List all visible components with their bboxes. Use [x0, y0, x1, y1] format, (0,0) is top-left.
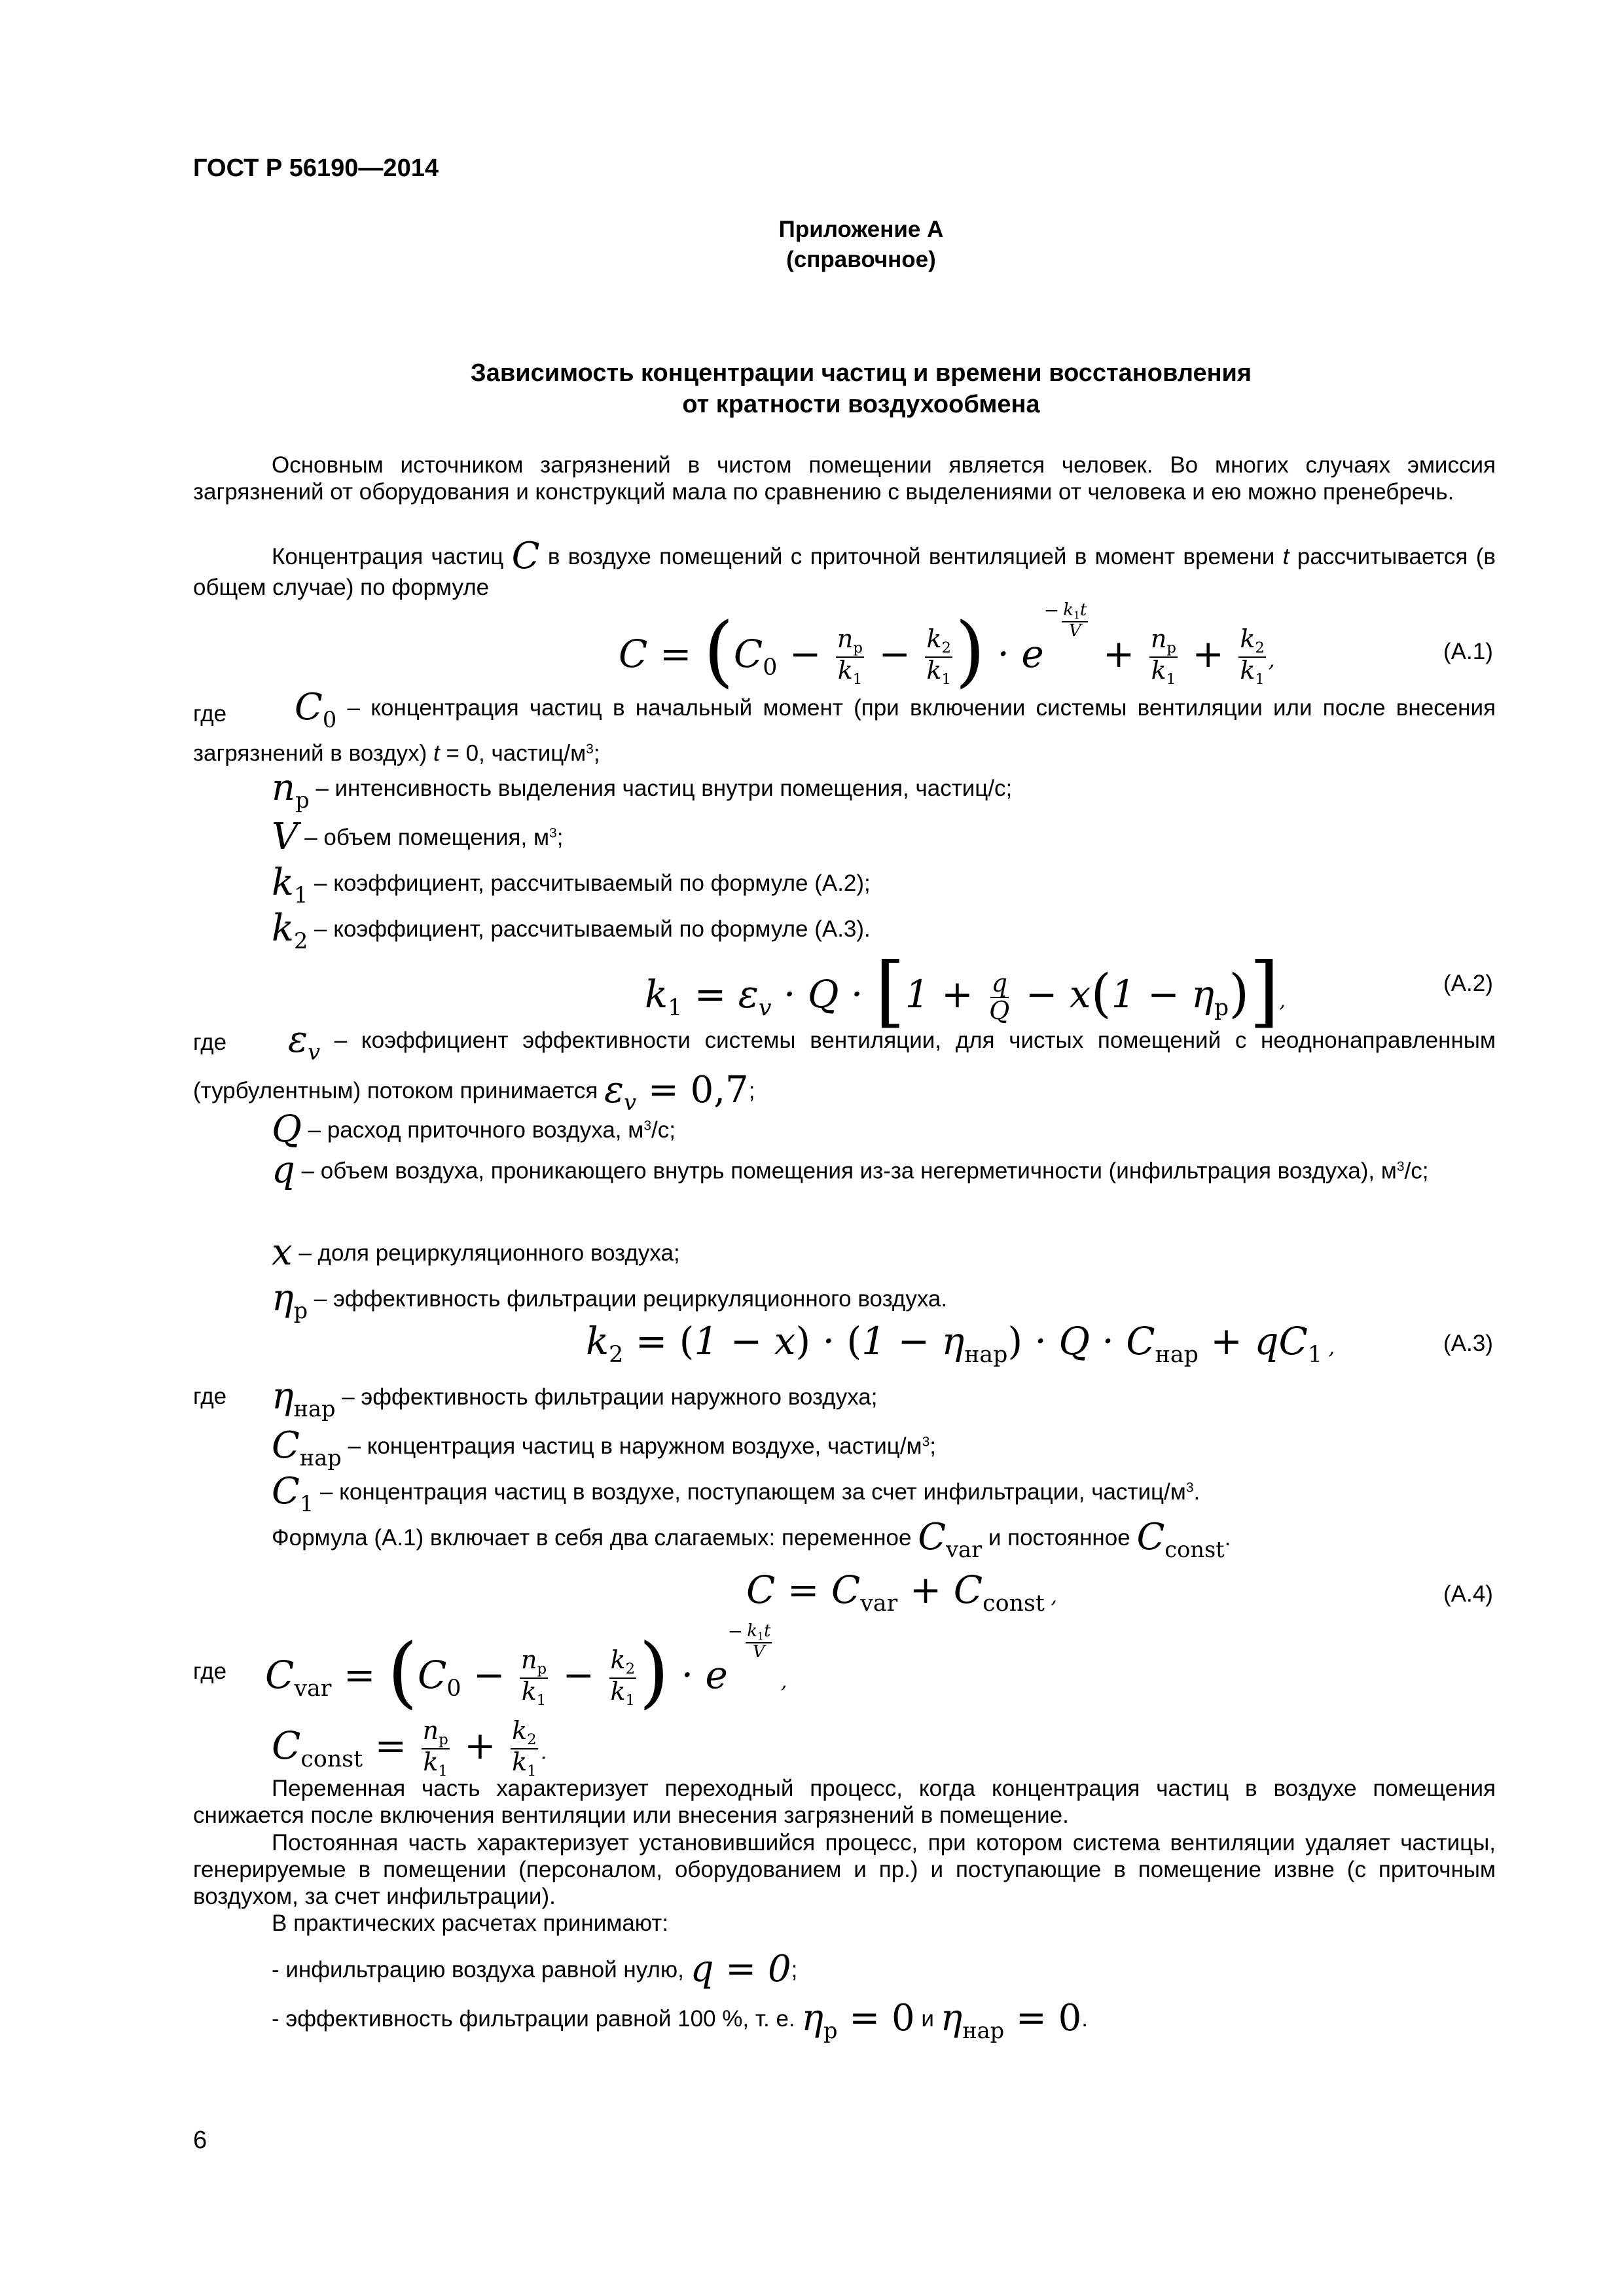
appendix-heading-line1: Зависимость концентрации частиц и времени восстановления — [470, 359, 1252, 387]
appendix-kind: (справочное) — [786, 247, 936, 272]
intro-paragraph: Основным источником загрязнений в чистом помещении является человек. Во многих случаях эмиссия загрязнений от оборудования и конструкций мала по сравнению с выделениями от человека и ею можно пренебречь. — [193, 452, 1496, 505]
appendix-heading-line2: от кратности воздухообмена — [682, 391, 1040, 418]
def-q: q – объем воздуха, проникающего внутрь помещения из-за негерметичности (инфильтрация воздуха), $м^3/с$; — [272, 1149, 1429, 1192]
symbol-ev: $\varepsilon_v$ — [288, 1018, 321, 1065]
formula-a3: $k_2 = (1 - x) \cdot (1 - \eta_{нар}) \cdot Q \cdot C_{нар} + qC_1$ , — [586, 1319, 1335, 1369]
def-c-nar: $C_{нар}$ – концентрация частиц в наружном воздухе, частиц/$м^3$; — [272, 1424, 937, 1471]
symbol-k2: $k_2$ — [272, 907, 308, 954]
where-label-4: где — [193, 1659, 227, 1684]
variable-part-paragraph: Переменная часть характеризует переходный процесс, когда концентрация частиц в воздухе помещения снижается после включения вентиляции или внесения загрязнений в помещение. — [193, 1776, 1496, 1828]
equation-number-a2: (А.2) — [1443, 971, 1493, 996]
symbol-eta-nar: $\eta_{нар}$ — [272, 1375, 336, 1422]
formula-a4: $C = C_{var} + C_{const}$ , — [746, 1568, 1057, 1617]
symbol-c-nar: $C_{нар}$ — [272, 1424, 342, 1471]
equation-number-a4: (А.4) — [1443, 1581, 1493, 1607]
def-c1: $C_1$ – концентрация частиц в воздухе, поступающем за счет инфильтрации, частиц/$м^3$. — [272, 1470, 1200, 1516]
def-x: x – доля рециркуляционного воздуха; — [272, 1231, 680, 1274]
def-v: V – объем помещения, $м^3$; — [272, 816, 564, 858]
symbol-t: t — [1282, 544, 1290, 569]
formula-cconst: $C_{const}$ = $\frac{n_p}{k_1}$ + $\frac{k_2}{k_1}$ . — [272, 1716, 547, 1780]
symbol-Q: Q — [272, 1108, 302, 1151]
def-eta-nar: $\eta_{нар}$ – эффективность фильтрации наружного воздуха; — [272, 1375, 878, 1422]
formula-a1: $C = (C_0$ − $\frac{n_p}{k_1}$ − $\frac{k_2}{k_1}$ ) · e− $\frac{k_1t}{V}$ + $\frac{n_p}{k_1}$ + $\frac{k_2}{k_1}$ , — [619, 600, 1275, 696]
def-c0: $C_0$ – концентрация частиц в начальный момент (при включении системы вентиляции или после внесения загрязнений в воздух) t = 0, частиц/$м^3$; — [193, 686, 1496, 766]
practice-item-1: - инфильтрацию воздуха равной нулю, q = 0; — [272, 1948, 798, 1990]
eta-p-zero: $\eta_p = 0$ — [801, 1997, 915, 2043]
symbol-cvar: $C_{var}$ — [918, 1516, 983, 1562]
where-label-3: где — [193, 1384, 227, 1409]
equation-number-a3: (А.3) — [1443, 1331, 1493, 1356]
document-header: ГОСТ Р 56190—2014 — [193, 154, 439, 182]
symbol-q: q — [272, 1149, 295, 1192]
symbol-x: x — [272, 1231, 293, 1274]
symbol-c0: $C_0$ — [295, 686, 337, 732]
def-k2: $k_2$ – коэффициент, рассчитываемый по формуле (А.3). — [272, 907, 871, 954]
conc-before: Концентрация частиц — [272, 544, 504, 569]
symbol-k1: $k_1$ — [272, 861, 308, 908]
eta-nar-zero: $\eta_{нар} = 0$ — [940, 1997, 1082, 2043]
appendix-title: Приложение А — [778, 217, 944, 242]
symbol-eta-p: $\eta_p$ — [272, 1277, 308, 1323]
def-Q: Q – расход приточного воздуха, $м^3/с$; — [272, 1108, 676, 1151]
q-zero: q = 0 — [690, 1948, 791, 1990]
symbol-np: $n_p$ — [272, 766, 310, 813]
ev-value: $\varepsilon_v = 0,7$ — [604, 1068, 749, 1115]
symbol-v: V — [272, 816, 298, 858]
def-k1: $k_1$ – коэффициент, рассчитываемый по формуле (А.2); — [272, 861, 871, 908]
def-np: $n_p$ – интенсивность выделения частиц внутри помещения, частиц/с; — [272, 766, 1013, 813]
symbol-cconst: $C_{const}$ — [1136, 1516, 1225, 1562]
def-eta-p: $\eta_p$ – эффективность фильтрации рециркуляционного воздуха. — [272, 1277, 948, 1323]
concentration-paragraph — [193, 535, 1496, 603]
split-sentence: Формула (А.1) включает в себя два слагаемых: переменное $C_{var}$ и постоянное $C_{const}$. — [272, 1516, 1231, 1562]
where-label-1: где — [193, 701, 227, 726]
formula-cvar: $C_{var} = (C_0$ − $\frac{n_p}{k_1}$ − $\frac{k_2}{k_1}$ ) · e− $\frac{k_1t}{V}$ , — [265, 1621, 787, 1717]
page-number: 6 — [193, 2126, 208, 2154]
conc-middle: в воздухе помещений с приточной вентиляцией в момент времени — [547, 544, 1275, 569]
conc-after: рассчитывается (в общем случае) по формуле — [193, 544, 1496, 600]
symbol-c1: $C_1$ — [272, 1470, 314, 1516]
where-label-2: где — [193, 1030, 227, 1055]
practice-item-2: - эффективность фильтрации равной 100 %, т. е. $\eta_p = 0$ и $\eta_{нар} = 0$. — [272, 1997, 1088, 2043]
practice-intro: В практических расчетах принимают: — [272, 1910, 669, 1936]
constant-part-paragraph: Постоянная часть характеризует установившийся процесс, при котором система вентиляции удаляет частицы, генерируемые в помещении (персоналом, оборудованием и пр.) и поступающие в помещение извне (с приточным воздухом, за счет инфильтрации). — [193, 1830, 1496, 1909]
def-ev: $\varepsilon_v$ – коэффициент эффективности системы вентиляции, для чистых помещений с неоднонаправленным (турбулентным) потоком принимается $\varepsilon_v = 0,7$; — [193, 1018, 1496, 1115]
symbol-c: C — [511, 535, 540, 577]
equation-number-a1: (А.1) — [1443, 639, 1493, 664]
formula-a2: $k_1 = \varepsilon_v \cdot Q \cdot [1$ + $\frac{q}{Q}$ − $x(1 - \eta_p)$], — [645, 946, 1286, 1036]
